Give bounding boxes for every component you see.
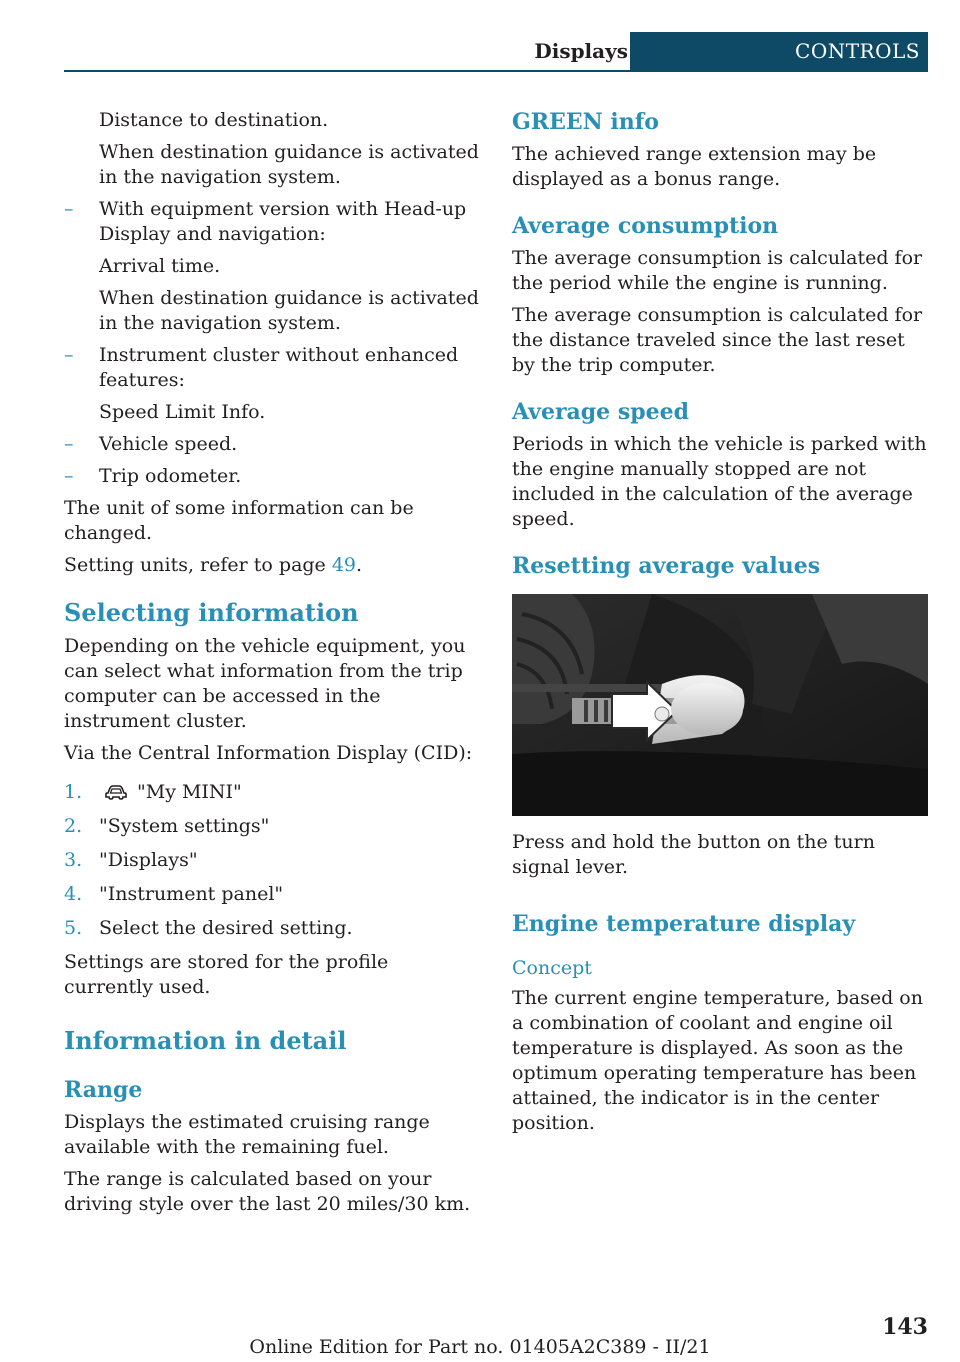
list-item-text: Vehicle speed. xyxy=(99,433,238,455)
paragraph: The achieved range extension may be displayed as a bonus range. xyxy=(512,143,877,190)
step-number: 2. xyxy=(64,815,83,837)
page-header xyxy=(64,32,928,72)
dash-bullet: – xyxy=(64,433,74,455)
step-text: "My MINI" xyxy=(137,781,242,803)
paragraph: When destination guidance is activated in the navigation system. xyxy=(99,287,479,334)
list-item-text: With equipment version with Head-up Display and navigation: xyxy=(99,198,467,245)
chapter-tab: CONTROLS xyxy=(630,32,928,70)
dash-bullet: – xyxy=(64,465,74,487)
paragraph: The average consumption is calculated for the period while the engine is running. xyxy=(512,247,923,294)
link-suffix: . xyxy=(356,554,363,576)
step-number: 4. xyxy=(64,883,83,905)
paragraph: Depending on the vehicle equipment, you can select what information from the trip computer can be accessed in the instrument cluster. xyxy=(64,635,466,732)
heading-selecting-information: Selecting information xyxy=(64,598,359,627)
heading-concept: Concept xyxy=(512,957,592,979)
car-icon xyxy=(105,782,127,798)
paragraph: When destination guidance is activated in the navigation system. xyxy=(99,141,479,188)
step-number: 1. xyxy=(64,781,83,803)
heading-average-consumption: Average consumption xyxy=(512,213,779,239)
paragraph: Displays the estimated cruising range available with the remaining fuel. xyxy=(64,1111,430,1158)
step-item xyxy=(64,780,480,805)
paragraph: Via the Central Information Display (CID): xyxy=(64,742,473,764)
list-item xyxy=(64,432,480,457)
paragraph: The unit of some information can be changed. xyxy=(64,497,414,544)
heading-green-info: GREEN info xyxy=(512,109,659,135)
page-number: 143 xyxy=(882,1314,928,1340)
paragraph: The current engine temperature, based on a combination of coolant and engine oil temperature is displayed. As soon as the optimum operating temperature has been attained, the indicator is in the center position. xyxy=(512,987,923,1134)
list-item xyxy=(64,464,480,489)
heading-average-speed: Average speed xyxy=(512,399,689,425)
list-item-text: Instrument cluster without enhanced features: xyxy=(99,344,459,391)
heading-range: Range xyxy=(64,1077,143,1103)
step-text: "System settings" xyxy=(99,815,270,837)
paragraph: The range is calculated based on your driving style over the last 20 miles/30 km. xyxy=(64,1168,471,1215)
paragraph: The average consumption is calculated for the distance traveled since the last reset by the trip computer. xyxy=(512,304,923,376)
footer-edition: Online Edition for Part no. 01405A2C389 - II/21 xyxy=(249,1336,711,1358)
paragraph: Periods in which the vehicle is parked with the engine manually stopped are not included in the calculation of the average speed. xyxy=(512,433,927,530)
paragraph: Arrival time. xyxy=(99,255,221,277)
paragraph: Settings are stored for the profile currently used. xyxy=(64,951,389,998)
step-text: "Instrument panel" xyxy=(99,883,284,905)
step-text: Select the desired setting. xyxy=(99,917,353,939)
paragraph: Distance to destination. xyxy=(99,109,329,131)
heading-information-in-detail: Information in detail xyxy=(64,1026,347,1055)
step-item xyxy=(64,848,480,873)
paragraph: Speed Limit Info. xyxy=(99,401,266,423)
heading-engine-temperature-display: Engine temperature display xyxy=(512,911,856,937)
step-number: 5. xyxy=(64,917,83,939)
step-text: "Displays" xyxy=(99,849,198,871)
page-link[interactable]: 49 xyxy=(331,554,357,576)
right-column xyxy=(512,108,930,1143)
paragraph: Press and hold the button on the turn signal lever. xyxy=(512,831,875,878)
heading-resetting-average-values: Resetting average values xyxy=(512,553,821,579)
step-number: 3. xyxy=(64,849,83,871)
turn-signal-lever-photo xyxy=(512,594,928,816)
step-item xyxy=(64,814,480,839)
list-item xyxy=(64,343,480,393)
dash-bullet: – xyxy=(64,344,74,366)
list-item xyxy=(64,197,480,247)
list-item-text: Trip odometer. xyxy=(99,465,242,487)
paragraph xyxy=(64,553,480,578)
section-title: Displays xyxy=(534,39,628,63)
step-item xyxy=(64,882,480,907)
left-column xyxy=(64,108,480,1224)
dash-bullet: – xyxy=(64,198,74,220)
link-prefix: Setting units, refer to page xyxy=(64,554,332,576)
step-item xyxy=(64,916,480,941)
